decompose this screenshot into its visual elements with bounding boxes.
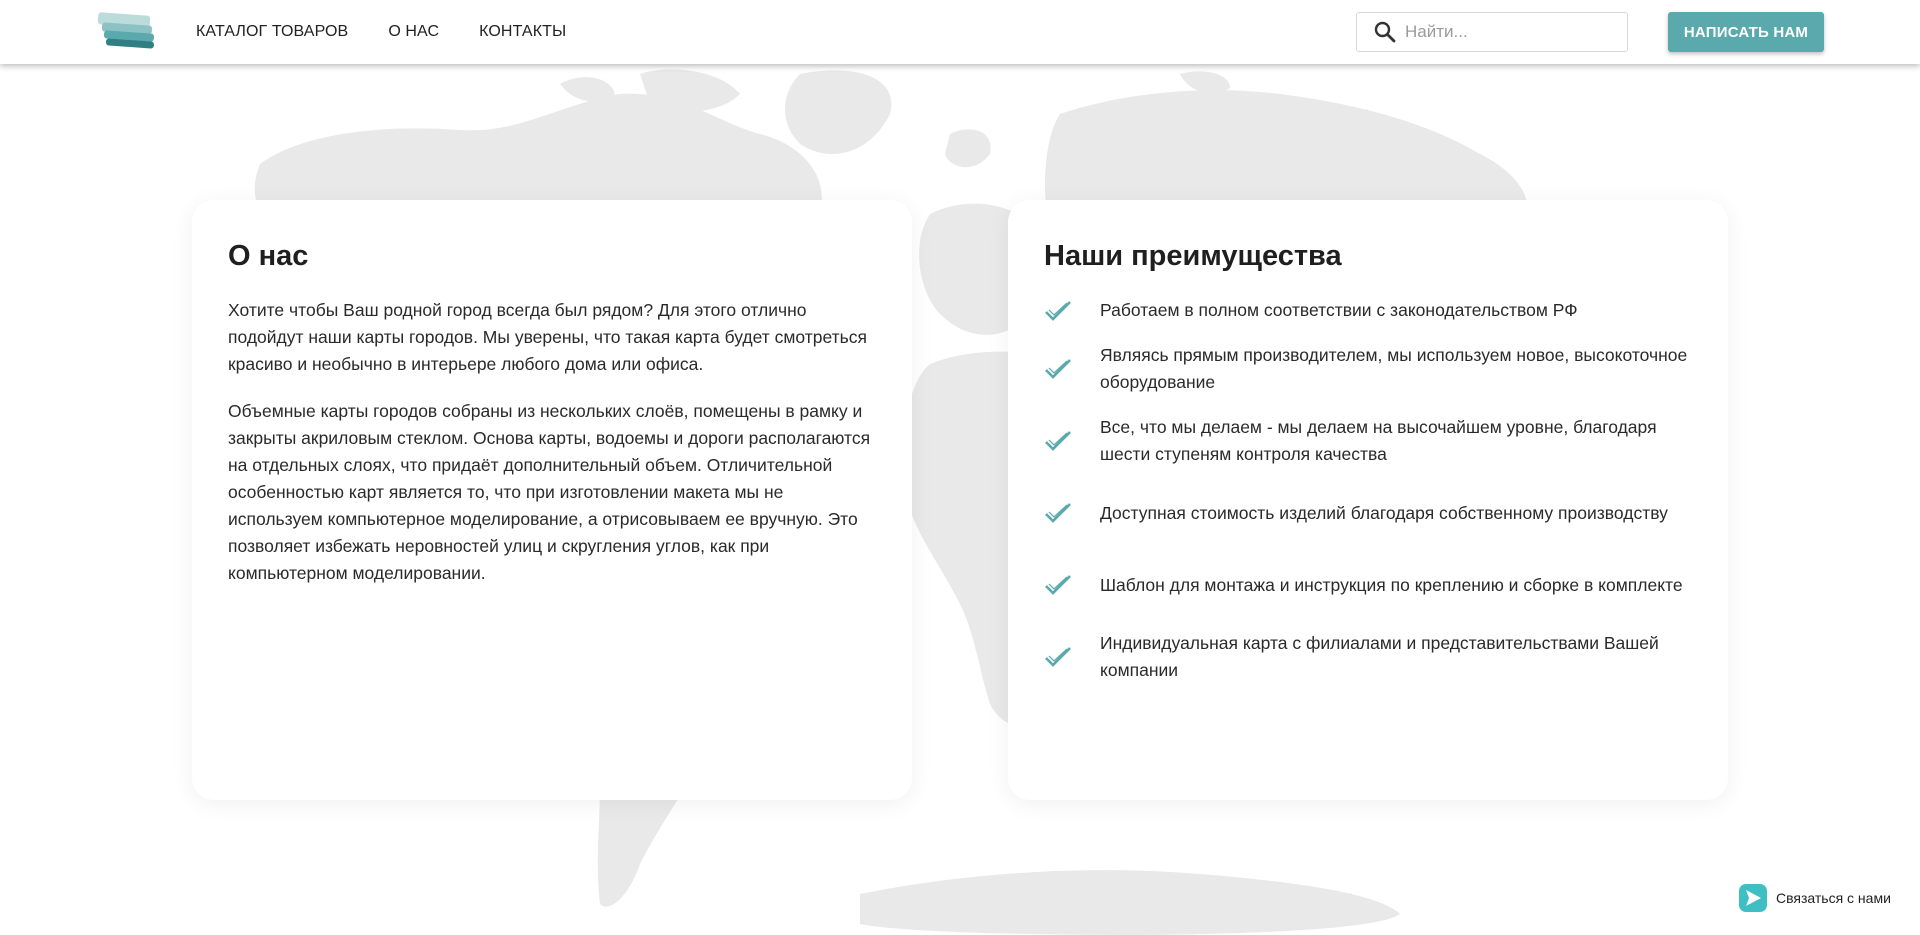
list-item (1044, 342, 1692, 396)
search-box (1356, 12, 1628, 52)
advantages-card (1008, 200, 1728, 800)
write-us-button[interactable]: НАПИСАТЬ НАМ (1668, 12, 1824, 52)
logo[interactable] (96, 10, 158, 52)
advantage-text: Индивидуальная карта с филиалами и представительствами Вашей компании (1100, 633, 1659, 680)
advantages-list (1044, 297, 1692, 684)
check-icon (1044, 645, 1072, 669)
search-input[interactable] (1405, 22, 1605, 42)
list-item (1044, 630, 1692, 684)
about-paragraph-1: Хотите чтобы Ваш родной город всегда был рядом? Для этого отлично подойдут наши карты городов. Мы уверены, что такая карта будет смотреться красиво и необычно в интерьере любого дома или офиса. (228, 300, 868, 374)
check-icon (1044, 299, 1072, 323)
nav-contacts[interactable]: КОНТАКТЫ (479, 23, 567, 40)
site-header (0, 0, 1920, 64)
chat-icon[interactable] (1738, 883, 1768, 913)
advantages-title: Наши преимущества (1044, 240, 1342, 272)
advantage-text: Доступная стоимость изделий благодаря собственному производству (1100, 502, 1668, 523)
contact-widget[interactable] (1738, 882, 1891, 914)
list-item (1044, 558, 1692, 612)
search-icon[interactable] (1373, 20, 1397, 44)
nav-about[interactable]: О НАС (388, 23, 440, 40)
check-icon (1044, 357, 1072, 381)
about-paragraph-2: Объемные карты городов собраны из нескольких слоёв, помещены в рамку и закрыты акриловым стеклом. Основа карты, водоемы и дороги располагаются на отдельных слоях, что придаёт дополнительный объем. Отличительной особенностью карт является то, что при изготовлении макета мы не используем компьютерное моделирование, а отрисовываем ее вручную. Это позволяет избежать неровностей улиц и скругления углов, как при компьютерном моделировании. (228, 401, 871, 583)
list-item (1044, 414, 1692, 468)
main-nav (196, 0, 606, 64)
list-item (1044, 486, 1692, 540)
nav-catalog[interactable]: КАТАЛОГ ТОВАРОВ (196, 23, 349, 40)
list-item (1044, 297, 1692, 324)
about-card (192, 200, 912, 800)
check-icon (1044, 429, 1072, 453)
advantage-text: Все, что мы делаем - мы делаем на высочайшем уровне, благодаря шести ступеням контроля качества (1100, 417, 1657, 464)
contact-widget-label[interactable]: Связаться с нами (1776, 890, 1891, 906)
check-icon (1044, 573, 1072, 597)
advantage-text: Работаем в полном соответствии с законодательством РФ (1100, 300, 1578, 320)
advantage-text: Шаблон для монтажа и инструкция по креплению и сборке в комплекте (1100, 574, 1683, 595)
advantage-text: Являясь прямым производителем, мы используем новое, высокоточное оборудование (1100, 345, 1688, 392)
about-title: О нас (228, 240, 309, 272)
check-icon (1044, 501, 1072, 525)
